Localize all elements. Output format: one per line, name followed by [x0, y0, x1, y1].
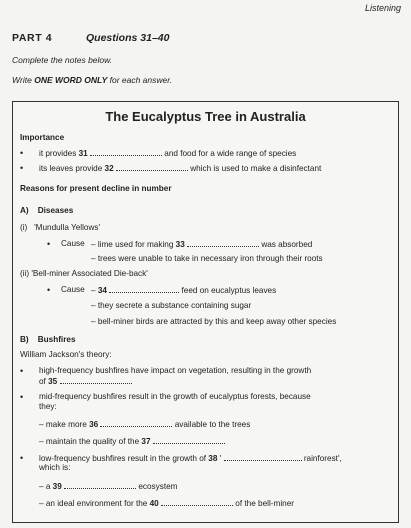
note-mid-frequency: mid-frequency bushfires result in the growth of eucalyptus forests, because: [39, 392, 311, 401]
note-item-31: it provides 31 and food for a wide range of species: [39, 149, 297, 158]
cause-label: Cause: [61, 239, 85, 248]
heading-diseases: A) Diseases: [20, 206, 74, 215]
heading-importance: Importance: [20, 133, 65, 142]
heading-reasons: Reasons for present decline in number: [20, 184, 172, 193]
note-item-35: of 35: [39, 376, 132, 387]
disease-mundulla: (i) 'Mundulla Yellows': [20, 223, 101, 232]
bullet-icon: •: [20, 392, 24, 402]
note-item-39: – a 39 ecosystem: [39, 482, 178, 491]
heading-bushfires: B) Bushfires: [20, 335, 76, 344]
disease-bellminer: (ii) 'Bell-miner Associated Die-back': [20, 269, 148, 278]
questions-range: Questions 31–40: [86, 32, 170, 44]
note-cause-sugar: – they secrete a substance containing sugar: [91, 301, 252, 310]
answer-blank-40[interactable]: [161, 498, 233, 506]
note-cause-iron: – trees were unable to take in necessary iron through their roots: [91, 254, 323, 263]
bullet-icon: •: [47, 285, 51, 295]
note-item-36: – make more 36 available to the trees: [39, 420, 251, 429]
answer-blank-37[interactable]: [153, 436, 225, 444]
note-high-frequency: high-frequency bushfires have impact on vegetation, resulting in the growth: [39, 366, 312, 375]
jackson-theory: William Jackson's theory:: [20, 350, 112, 359]
answer-blank-39[interactable]: [64, 481, 136, 489]
part-label: PART 4: [12, 32, 53, 44]
note-item-40: – an ideal environment for the 40 of the bell-miner: [39, 499, 294, 508]
answer-blank-38[interactable]: [224, 453, 302, 461]
note-low-frequency-cont: which is:: [39, 463, 71, 472]
cause-label: Cause: [61, 285, 85, 294]
answer-blank-31[interactable]: [90, 148, 162, 156]
notes-title: The Eucalyptus Tree in Australia: [105, 109, 306, 124]
note-mid-frequency-cont: they:: [39, 402, 57, 411]
note-cause-birds: – bell-miner birds are attracted by this and keep away other species: [91, 317, 337, 326]
answer-blank-35[interactable]: [60, 376, 132, 384]
bullet-icon: •: [20, 453, 24, 463]
note-item-38: low-frequency bushfires result in the growth of 38 ' rainforest',: [39, 454, 342, 463]
answer-blank-33[interactable]: [187, 239, 259, 247]
answer-blank-34[interactable]: [109, 285, 179, 293]
note-item-37: – maintain the quality of the 37: [39, 436, 225, 447]
instruction-word-limit: Write ONE WORD ONLY for each answer.: [12, 75, 173, 85]
header-listening: Listening: [364, 3, 401, 13]
answer-blank-32[interactable]: [116, 163, 188, 171]
bullet-icon: •: [20, 148, 24, 158]
bullet-icon: •: [20, 163, 24, 173]
note-item-32: its leaves provide 32 which is used to make a disinfectant: [39, 164, 322, 173]
note-item-34: – 34 feed on eucalyptus leaves: [91, 286, 277, 295]
notes-box: [12, 101, 399, 523]
note-item-33: – lime used for making 33 was absorbed: [91, 240, 313, 249]
answer-blank-36[interactable]: [100, 419, 172, 427]
bullet-icon: •: [47, 239, 51, 249]
instruction-complete: Complete the notes below.: [12, 55, 113, 65]
bullet-icon: •: [20, 366, 24, 376]
